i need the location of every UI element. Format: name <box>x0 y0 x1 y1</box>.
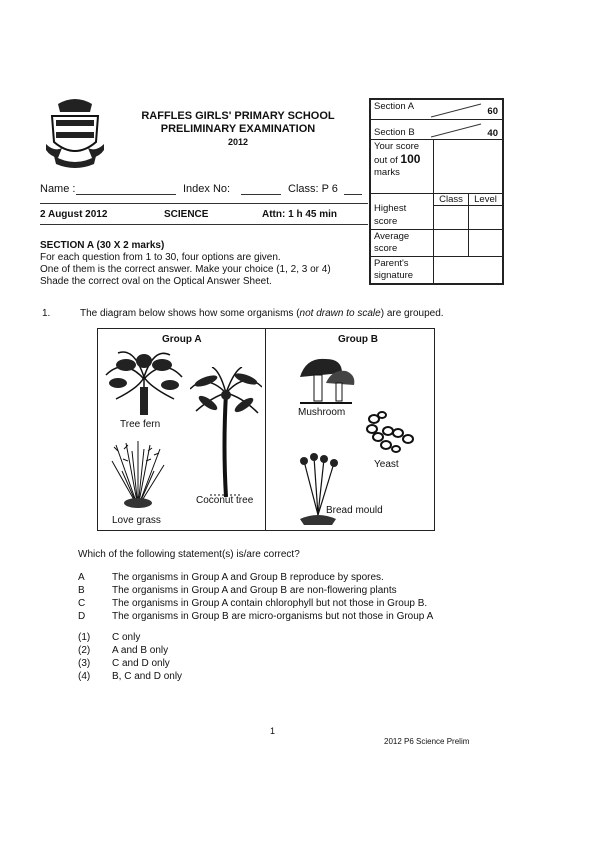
parent-signature-label: Parent's signature <box>371 257 434 284</box>
yeast-illustration <box>364 411 420 457</box>
option-number: (1) <box>78 632 91 643</box>
option-1[interactable] <box>78 632 278 644</box>
love-grass-label: Love grass <box>112 515 161 526</box>
group-b-title: Group B <box>338 334 378 345</box>
coconut-tree-illustration <box>190 367 262 499</box>
mushroom-label: Mushroom <box>298 407 346 418</box>
option-text: A and B only <box>112 645 169 656</box>
coconut-tree-label: Coconut tree <box>196 495 254 506</box>
option-number: (3) <box>78 658 91 669</box>
section-a-cell <box>371 100 503 120</box>
question-stem <box>80 308 444 319</box>
page-number: 1 <box>270 726 276 736</box>
statement-letter: B <box>78 585 85 596</box>
mushroom-illustration <box>296 355 356 407</box>
section-a-label: Section A <box>374 101 415 112</box>
statement-d <box>78 611 498 623</box>
index-label: Index No: <box>183 183 231 195</box>
statement-a <box>78 572 498 584</box>
subject-label: SCIENCE <box>164 209 209 220</box>
option-2[interactable] <box>78 645 278 657</box>
class-field[interactable] <box>344 194 362 195</box>
option-text: B, C and D only <box>112 671 183 682</box>
average-class-cell <box>434 230 469 257</box>
statement-letter: A <box>78 572 85 583</box>
class-col-header: Class <box>434 194 468 206</box>
section-a-instructions <box>40 240 370 288</box>
your-score-label: Your score <box>374 141 420 152</box>
section-b-label: Section B <box>374 127 415 138</box>
option-number: (2) <box>78 645 91 656</box>
school-name: RAFFLES GIRLS' PRIMARY SCHOOL <box>141 110 335 122</box>
stem-part-1: The diagram below shows how some organisms ( <box>80 308 300 319</box>
statement-c <box>78 598 498 610</box>
highest-level-cell <box>469 194 503 230</box>
option-4[interactable] <box>78 671 278 683</box>
bread-mould-label: Bread mould <box>326 505 383 516</box>
exam-date: 2 August 2012 <box>40 209 108 220</box>
exam-year: 2012 <box>227 137 249 147</box>
statement-text: The organisms in Group A and Group B are non-flowering plants <box>112 585 397 596</box>
yeast-label: Yeast <box>374 459 399 470</box>
student-info-row <box>40 183 75 195</box>
score-entry-cell <box>434 140 503 194</box>
statement-text: The organisms in Group A and Group B reproduce by spores. <box>112 572 384 583</box>
slash-mark <box>431 102 486 118</box>
group-divider <box>265 329 266 530</box>
score-box <box>369 98 504 285</box>
statement-letter: D <box>78 611 86 622</box>
question-number: 1. <box>42 308 51 319</box>
option-text: C and D only <box>112 658 170 669</box>
school-heading <box>118 110 358 149</box>
section-a-title: SECTION A (30 X 2 marks) <box>40 240 165 251</box>
slash-mark <box>431 122 486 138</box>
stem-italic: not drawn to scale <box>299 308 381 319</box>
question-1-stem <box>42 308 472 322</box>
statement-text: The organisms in Group B are micro-organisms but not those in Group A <box>112 611 434 622</box>
statement-b <box>78 585 498 597</box>
statement-text: The organisms in Group A contain chlorophyll but not those in Group B. <box>112 598 428 609</box>
average-score-label: Average score <box>371 230 434 257</box>
divider-top <box>40 203 368 204</box>
option-number: (4) <box>78 671 91 682</box>
section-b-cell <box>371 120 503 140</box>
question-prompt: Which of the following statement(s) is/are correct? <box>78 549 300 560</box>
group-a-title: Group A <box>162 334 202 345</box>
exam-title: PRELIMINARY EXAMINATION <box>160 123 316 135</box>
your-score-cell <box>371 140 434 194</box>
love-grass-illustration <box>108 441 168 509</box>
instruction-line-2: One of them is the correct answer. Make your choice (1, 2, 3 or 4) <box>40 264 331 275</box>
highest-score-label: Highest score <box>371 194 434 230</box>
duration-label: Attn: 1 h 45 min <box>262 209 338 220</box>
tree-fern-label: Tree fern <box>120 419 161 430</box>
section-a-max: 60 <box>487 106 498 117</box>
average-level-cell <box>469 230 503 257</box>
instruction-line-3: Shade the correct oval on the Optical Answer Sheet. <box>40 276 272 287</box>
class-label: Class: P 6 <box>288 183 338 195</box>
out-of-label: out of <box>374 155 398 166</box>
tree-fern-illustration <box>104 347 184 417</box>
out-of-value: 100 <box>400 152 421 166</box>
document-footer: 2012 P6 Science Prelim <box>384 737 470 746</box>
statement-letter: C <box>78 598 86 609</box>
parent-signature-cell <box>434 257 503 284</box>
section-b-max: 40 <box>487 128 498 139</box>
marks-label: marks <box>374 167 400 178</box>
divider-bottom <box>40 224 368 225</box>
name-label: Name : <box>40 183 76 195</box>
instruction-line-1: For each question from 1 to 30, four options are given. <box>40 252 281 263</box>
school-crest-logo <box>44 98 106 170</box>
stem-part-2: ) are grouped. <box>380 308 444 319</box>
option-text: C only <box>112 632 141 643</box>
option-3[interactable] <box>78 658 278 670</box>
level-col-header: Level <box>469 194 502 206</box>
highest-class-cell <box>434 194 469 230</box>
name-field[interactable] <box>76 194 176 195</box>
index-field[interactable] <box>241 194 281 195</box>
organism-diagram <box>97 328 435 531</box>
